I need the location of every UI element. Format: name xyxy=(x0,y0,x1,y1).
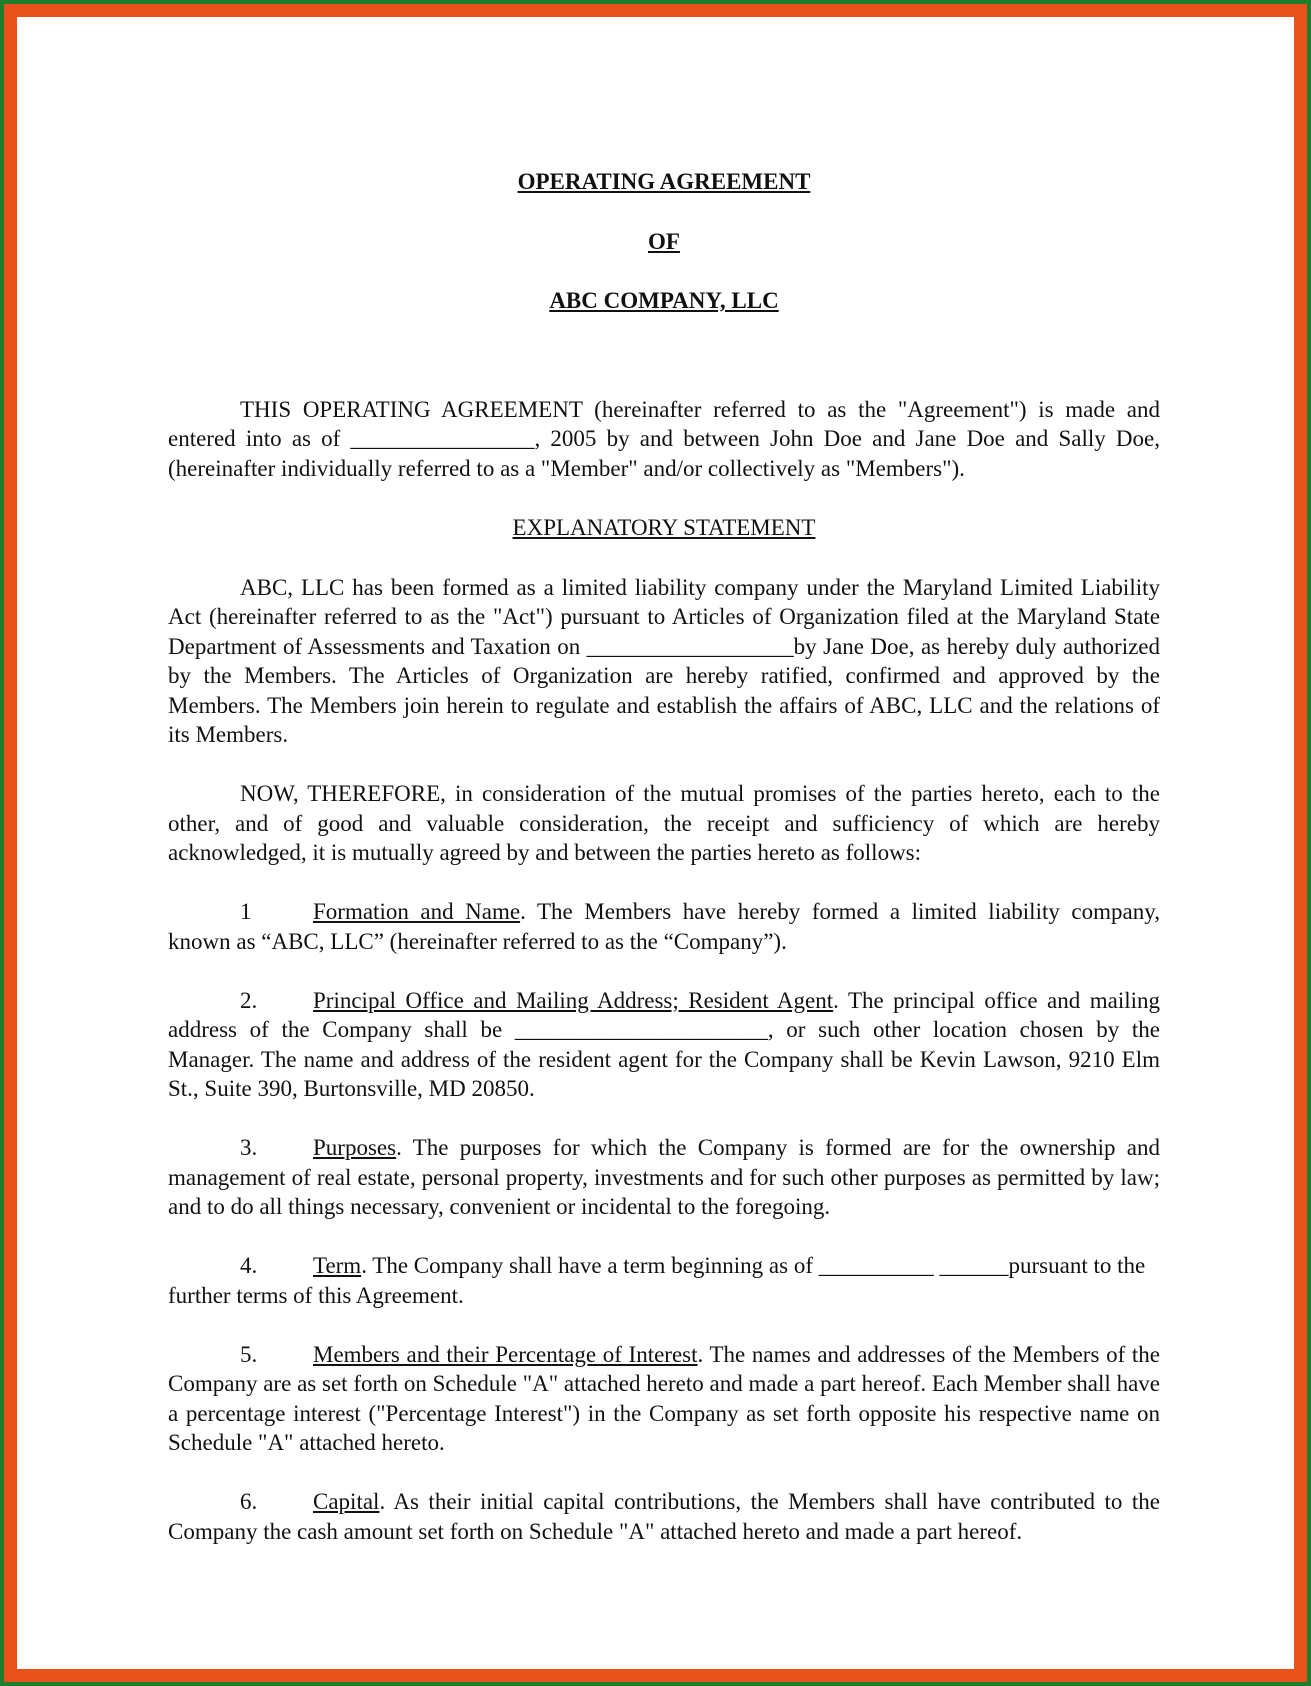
intro-paragraph: THIS OPERATING AGREEMENT (hereinafter referred to as the "Agreement") is made and entered into as of ________________, 2005 by and between John Doe and Jane Doe and Sally Doe, (hereinafter individually referred to as a "Member" and/or collectively as "Members"). xyxy=(168,396,1160,481)
section-number: 2. xyxy=(240,987,258,1013)
title-line-2: OF xyxy=(648,228,680,254)
section-text: . As their initial capital contributions, the Members shall have contributed to the Company the cash amount set forth on Schedule "A" attached hereto and made a part hereof. xyxy=(168,1489,1160,1544)
section-heading: Principal Office and Mailing Address; Resident Agent xyxy=(313,987,834,1013)
spacer xyxy=(168,316,1160,369)
section-number: 5. xyxy=(240,1341,258,1367)
title-line-1: OPERATING AGREEMENT xyxy=(517,169,811,194)
document-body xyxy=(168,167,1160,1546)
section-5 xyxy=(168,1340,1160,1458)
explanatory-heading: EXPLANATORY STATEMENT xyxy=(512,515,816,540)
section-4 xyxy=(168,1251,1160,1310)
section-text: . The purposes for which the Company is formed are for the ownership and management of real estate, personal property, investments and for such other purposes as permitted by law; and to do all things necessary, convenient or incidental to the foregoing. xyxy=(168,1135,1160,1219)
section-6 xyxy=(168,1487,1160,1546)
section-text: . The principal office and mailing address of the Company shall be ______________________, or such other location chosen by the Manager. The name and address of the resident agent for the Company shall be Kevin Lawson, 9210 Elm St., Suite 390, Burtonsville, MD 20850. xyxy=(168,987,1161,1101)
section-text: . The names and addresses of the Members of the Company are as set forth on Schedule "A" attached hereto and made a part hereof. Each Member shall have a percentage interest ("Percentage Interest") in the Company as set forth opposite his respective name on Schedule "A" attached hereto. xyxy=(168,1341,1160,1455)
section-text: . The Company shall have a term beginning as of __________ ______pursuant to the further terms of this Agreement. xyxy=(168,1253,1146,1308)
section-heading: Members and their Percentage of Interest xyxy=(313,1341,698,1367)
title-line-3: ABC COMPANY, LLC xyxy=(549,288,779,313)
document-page xyxy=(17,17,1294,1669)
section-number: 3. xyxy=(240,1135,258,1160)
section-number: 6. xyxy=(240,1489,258,1514)
section-3 xyxy=(168,1133,1160,1222)
now-therefore-paragraph: NOW, THEREFORE, in consideration of the mutual promises of the parties hereto, each to the other, and of good and valuable consideration, the receipt and sufficiency of which are hereby acknowledged, it is mutually agreed by and between the parties hereto as follows: xyxy=(168,781,1160,865)
section-2 xyxy=(168,986,1160,1104)
section-heading: Formation and Name xyxy=(313,899,521,924)
section-number: 4. xyxy=(240,1253,258,1278)
section-heading: Purposes xyxy=(313,1135,397,1160)
explanatory-paragraph: ABC, LLC has been formed as a limited liability company under the Maryland Limited Liability Act (hereinafter referred to as the "Act") pursuant to Articles of Organization filed at the Maryland State Department of Assessments and Taxation on __________________by Jane Doe, as hereby duly authorized by the Members. The Articles of Organization are hereby ratified, confirmed and approved by the Members. The Members join herein to regulate and establish the affairs of ABC, LLC and the relations of its Members. xyxy=(168,574,1160,747)
section-heading: Capital xyxy=(313,1489,380,1514)
section-1 xyxy=(168,897,1160,956)
section-number: 1 xyxy=(240,899,252,924)
section-text: . The Members have hereby formed a limited liability company, known as “ABC, LLC” (hereinafter referred to as the “Company”). xyxy=(168,899,1160,954)
section-heading: Term xyxy=(313,1253,362,1278)
